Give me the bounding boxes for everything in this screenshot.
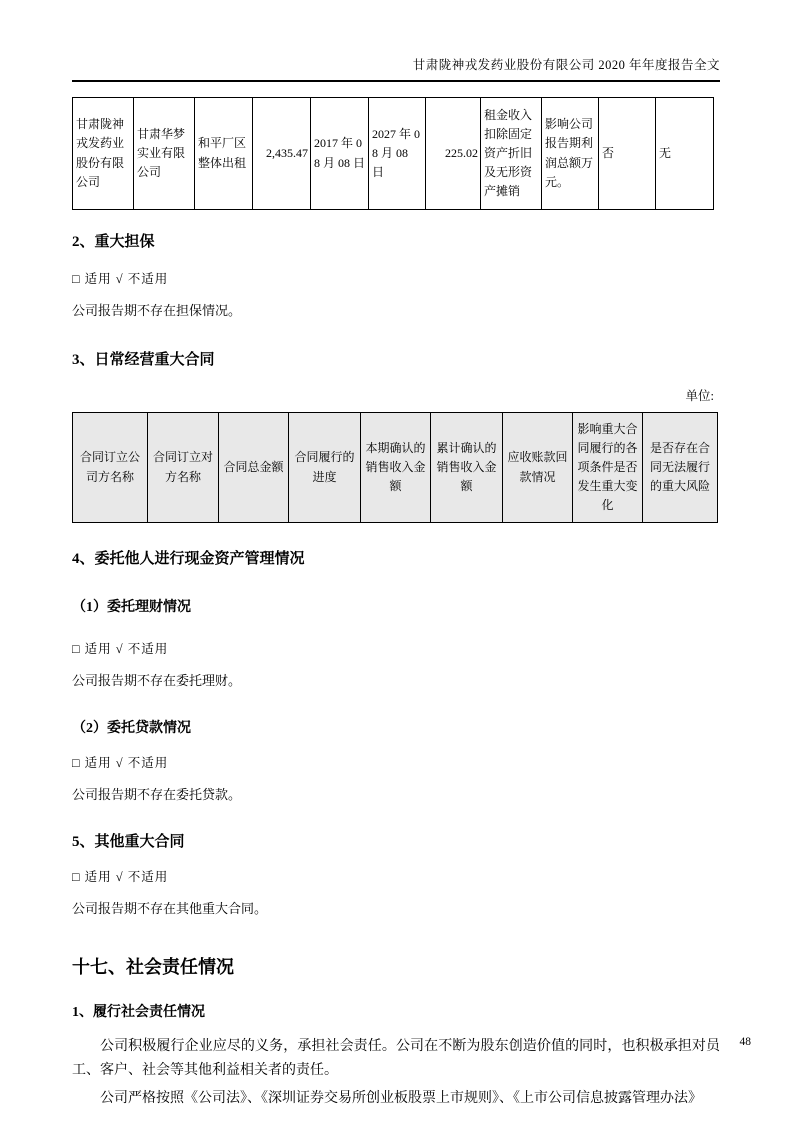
contract-col-cumulative-revenue: 累计确认的销售收入金额 [431, 413, 503, 523]
fulfillment-paragraph-2: 公司严格按照《公司法》、《深圳证券交易所创业板股票上市规则》、《上市公司信息披露管理办法》 [100, 1090, 702, 1106]
other-contracts-note: 公司报告期不存在其他重大合同。 [72, 901, 268, 916]
contract-col-condition-change: 影响重大合同履行的各项条件是否发生重大变化 [573, 413, 643, 523]
section-other-contracts-title: 5、其他重大合同 [72, 834, 185, 850]
table-row [73, 98, 714, 210]
lease-cell-income: 225.02 [426, 98, 481, 210]
lease-table [72, 97, 714, 210]
contract-table [72, 412, 718, 523]
contract-col-period-revenue: 本期确认的销售收入金额 [361, 413, 431, 523]
section-guarantee-title: 2、重大担保 [72, 234, 155, 250]
unit-label: 单位: [685, 389, 714, 403]
lease-cell-asset: 和平厂区整体出租 [195, 98, 253, 210]
lease-cell-end-date: 2027 年 08 月 08 日 [369, 98, 426, 210]
lease-cell-profit-impact: 影响公司报告期利润总额万元。 [542, 98, 599, 210]
lease-cell-amount: 2,435.47 [253, 98, 311, 210]
contract-col-risk: 是否存在合同无法履行的重大风险 [643, 413, 718, 523]
lease-cell-remark: 无 [656, 98, 714, 210]
table-header-row [73, 413, 718, 523]
header-title: 甘肃陇神戎发药业股份有限公司 2020 年年度报告全文 [412, 58, 720, 72]
contract-col-total-amount: 合同总金额 [219, 413, 289, 523]
contract-col-counterparty: 合同订立对方名称 [148, 413, 219, 523]
contract-col-progress: 合同履行的进度 [289, 413, 361, 523]
section-daily-contracts-title: 3、日常经营重大合同 [72, 352, 215, 368]
other-contracts-applicability-line: □ 适用 √ 不适用 [72, 870, 169, 884]
entrusted-wealth-note: 公司报告期不存在委托理财。 [72, 673, 242, 688]
page-header [72, 0, 720, 82]
section-social-responsibility-title: 十七、社会责任情况 [72, 957, 234, 977]
entrusted-loans-applicability-line: □ 适用 √ 不适用 [72, 756, 169, 770]
lease-cell-income-basis: 租金收入扣除固定资产折旧及无形资产摊销 [481, 98, 542, 210]
page-number: 48 [739, 1036, 751, 1048]
section-entrusted-management-title: 4、委托他人进行现金资产管理情况 [72, 551, 305, 567]
entrusted-wealth-applicability-line: □ 适用 √ 不适用 [72, 642, 169, 656]
lease-cell-lessor: 甘肃陇神戎发药业股份有限公司 [73, 98, 134, 210]
contract-col-receivables: 应收账款回款情况 [503, 413, 573, 523]
lease-cell-start-date: 2017 年 08 月 08 日 [311, 98, 369, 210]
contract-col-party: 合同订立公司方名称 [73, 413, 148, 523]
guarantee-applicability-line: □ 适用 √ 不适用 [72, 272, 169, 286]
section-entrusted-wealth-title: （1）委托理财情况 [72, 600, 191, 615]
lease-cell-related-flag: 否 [599, 98, 656, 210]
document-page [72, 0, 720, 1110]
fulfillment-paragraph-1: 公司积极履行企业应尽的义务，承担社会责任。公司在不断为股东创造价值的同时，也积极承担对员工、客户、社会等其他利益相关者的责任。 [72, 1039, 720, 1078]
guarantee-note: 公司报告期不存在担保情况。 [72, 303, 242, 318]
entrusted-loans-note: 公司报告期不存在委托贷款。 [72, 787, 242, 802]
lease-cell-lessee: 甘肃华梦实业有限公司 [134, 98, 195, 210]
section-entrusted-loans-title: （2）委托贷款情况 [72, 721, 191, 736]
section-fulfillment-title: 1、履行社会责任情况 [72, 1005, 205, 1020]
